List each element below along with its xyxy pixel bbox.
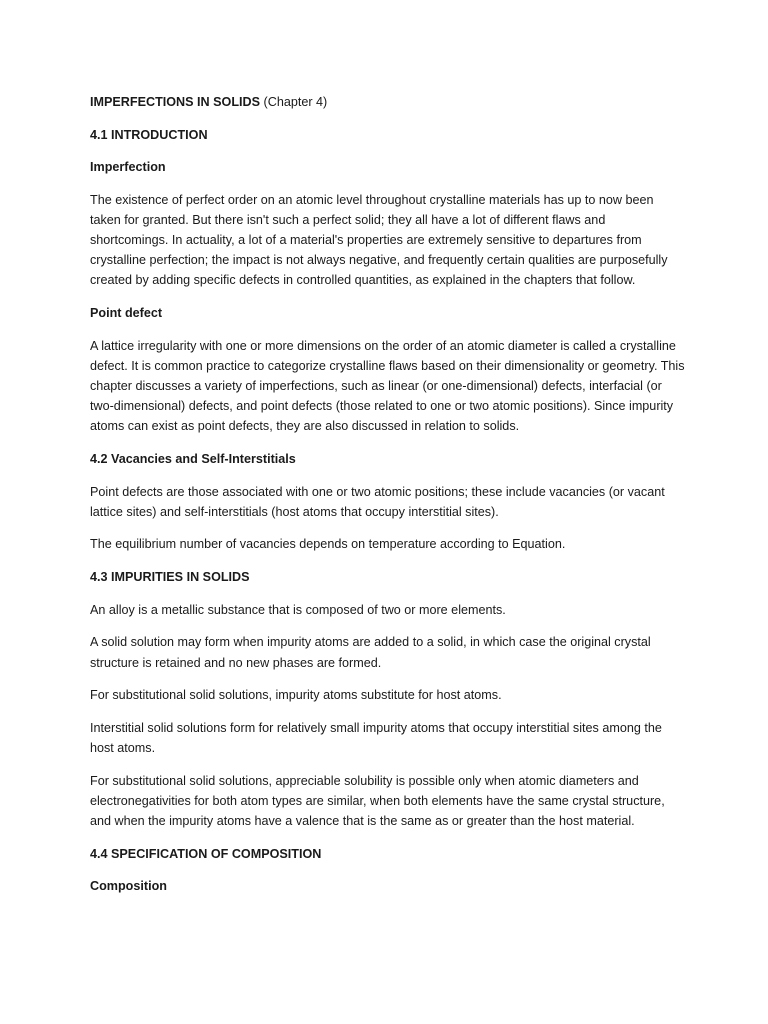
section-heading-composition-spec: 4.4 SPECIFICATION OF COMPOSITION (90, 846, 322, 861)
paragraph-vacancies: Point defects are those associated with one or two atomic positions; these include vacancies (or vacant lattice sites) and self-interstitials (host atoms that occupy interstitial sites). (90, 484, 665, 519)
subheading-composition: Composition (90, 879, 167, 894)
document-page (90, 92, 686, 909)
section-heading-introduction: 4.1 INTRODUCTION (90, 127, 208, 142)
title-suffix: (Chapter 4) (260, 95, 328, 109)
title-bold: IMPERFECTIONS IN SOLIDS (90, 95, 261, 109)
paragraph-imperfection: The existence of perfect order on an atomic level throughout crystalline materials has up to now been taken for granted. But there isn't such a perfect solid; they all have a lot of different flaws and shortcomings. In actuality, a lot of a material's properties are extremely sensitive to departures from crystalline perfection; the impact is not always negative, and frequently certain qualities are purposefully created by adding specific defects in controlled quantities, as explained in the chapters that follow. (90, 193, 668, 288)
paragraph-alloy: An alloy is a metallic substance that is composed of two or more elements. (90, 602, 506, 617)
paragraph-equilibrium: The equilibrium number of vacancies depends on temperature according to Equation. (90, 537, 566, 552)
paragraph-solid-solution: A solid solution may form when impurity atoms are added to a solid, in which case the original crystal structure is retained and no new phases are formed. (90, 635, 651, 670)
paragraph-point-defect: A lattice irregularity with one or more dimensions on the order of an atomic diameter is called a crystalline defect. It is common practice to categorize crystalline flaws based on their dimensionality or geometry. This chapter discusses a variety of imperfections, such as linear (or one-dimensional) defects, interfacial (or two-dimensional) defects, and point defects (those related to one or two atomic positions). Since impurity atoms can exist as point defects, they are also discussed in relation to solids. (90, 338, 685, 434)
subheading-point-defect: Point defect (90, 306, 163, 321)
document-title (90, 92, 686, 112)
subheading-imperfection: Imperfection (90, 160, 166, 175)
section-heading-vacancies: 4.2 Vacancies and Self-Interstitials (90, 451, 296, 466)
paragraph-substitutional: For substitutional solid solutions, impurity atoms substitute for host atoms. (90, 688, 502, 703)
paragraph-solubility: For substitutional solid solutions, appreciable solubility is possible only when atomic diameters and electronegativities for both atom types are similar, when both elements have the same crystal structure, and when the impurity atoms have a valence that is the same as or greater than the host material. (90, 773, 665, 828)
paragraph-interstitial: Interstitial solid solutions form for relatively small impurity atoms that occupy interstitial sites among the host atoms. (90, 720, 662, 755)
section-heading-impurities: 4.3 IMPURITIES IN SOLIDS (90, 570, 250, 585)
